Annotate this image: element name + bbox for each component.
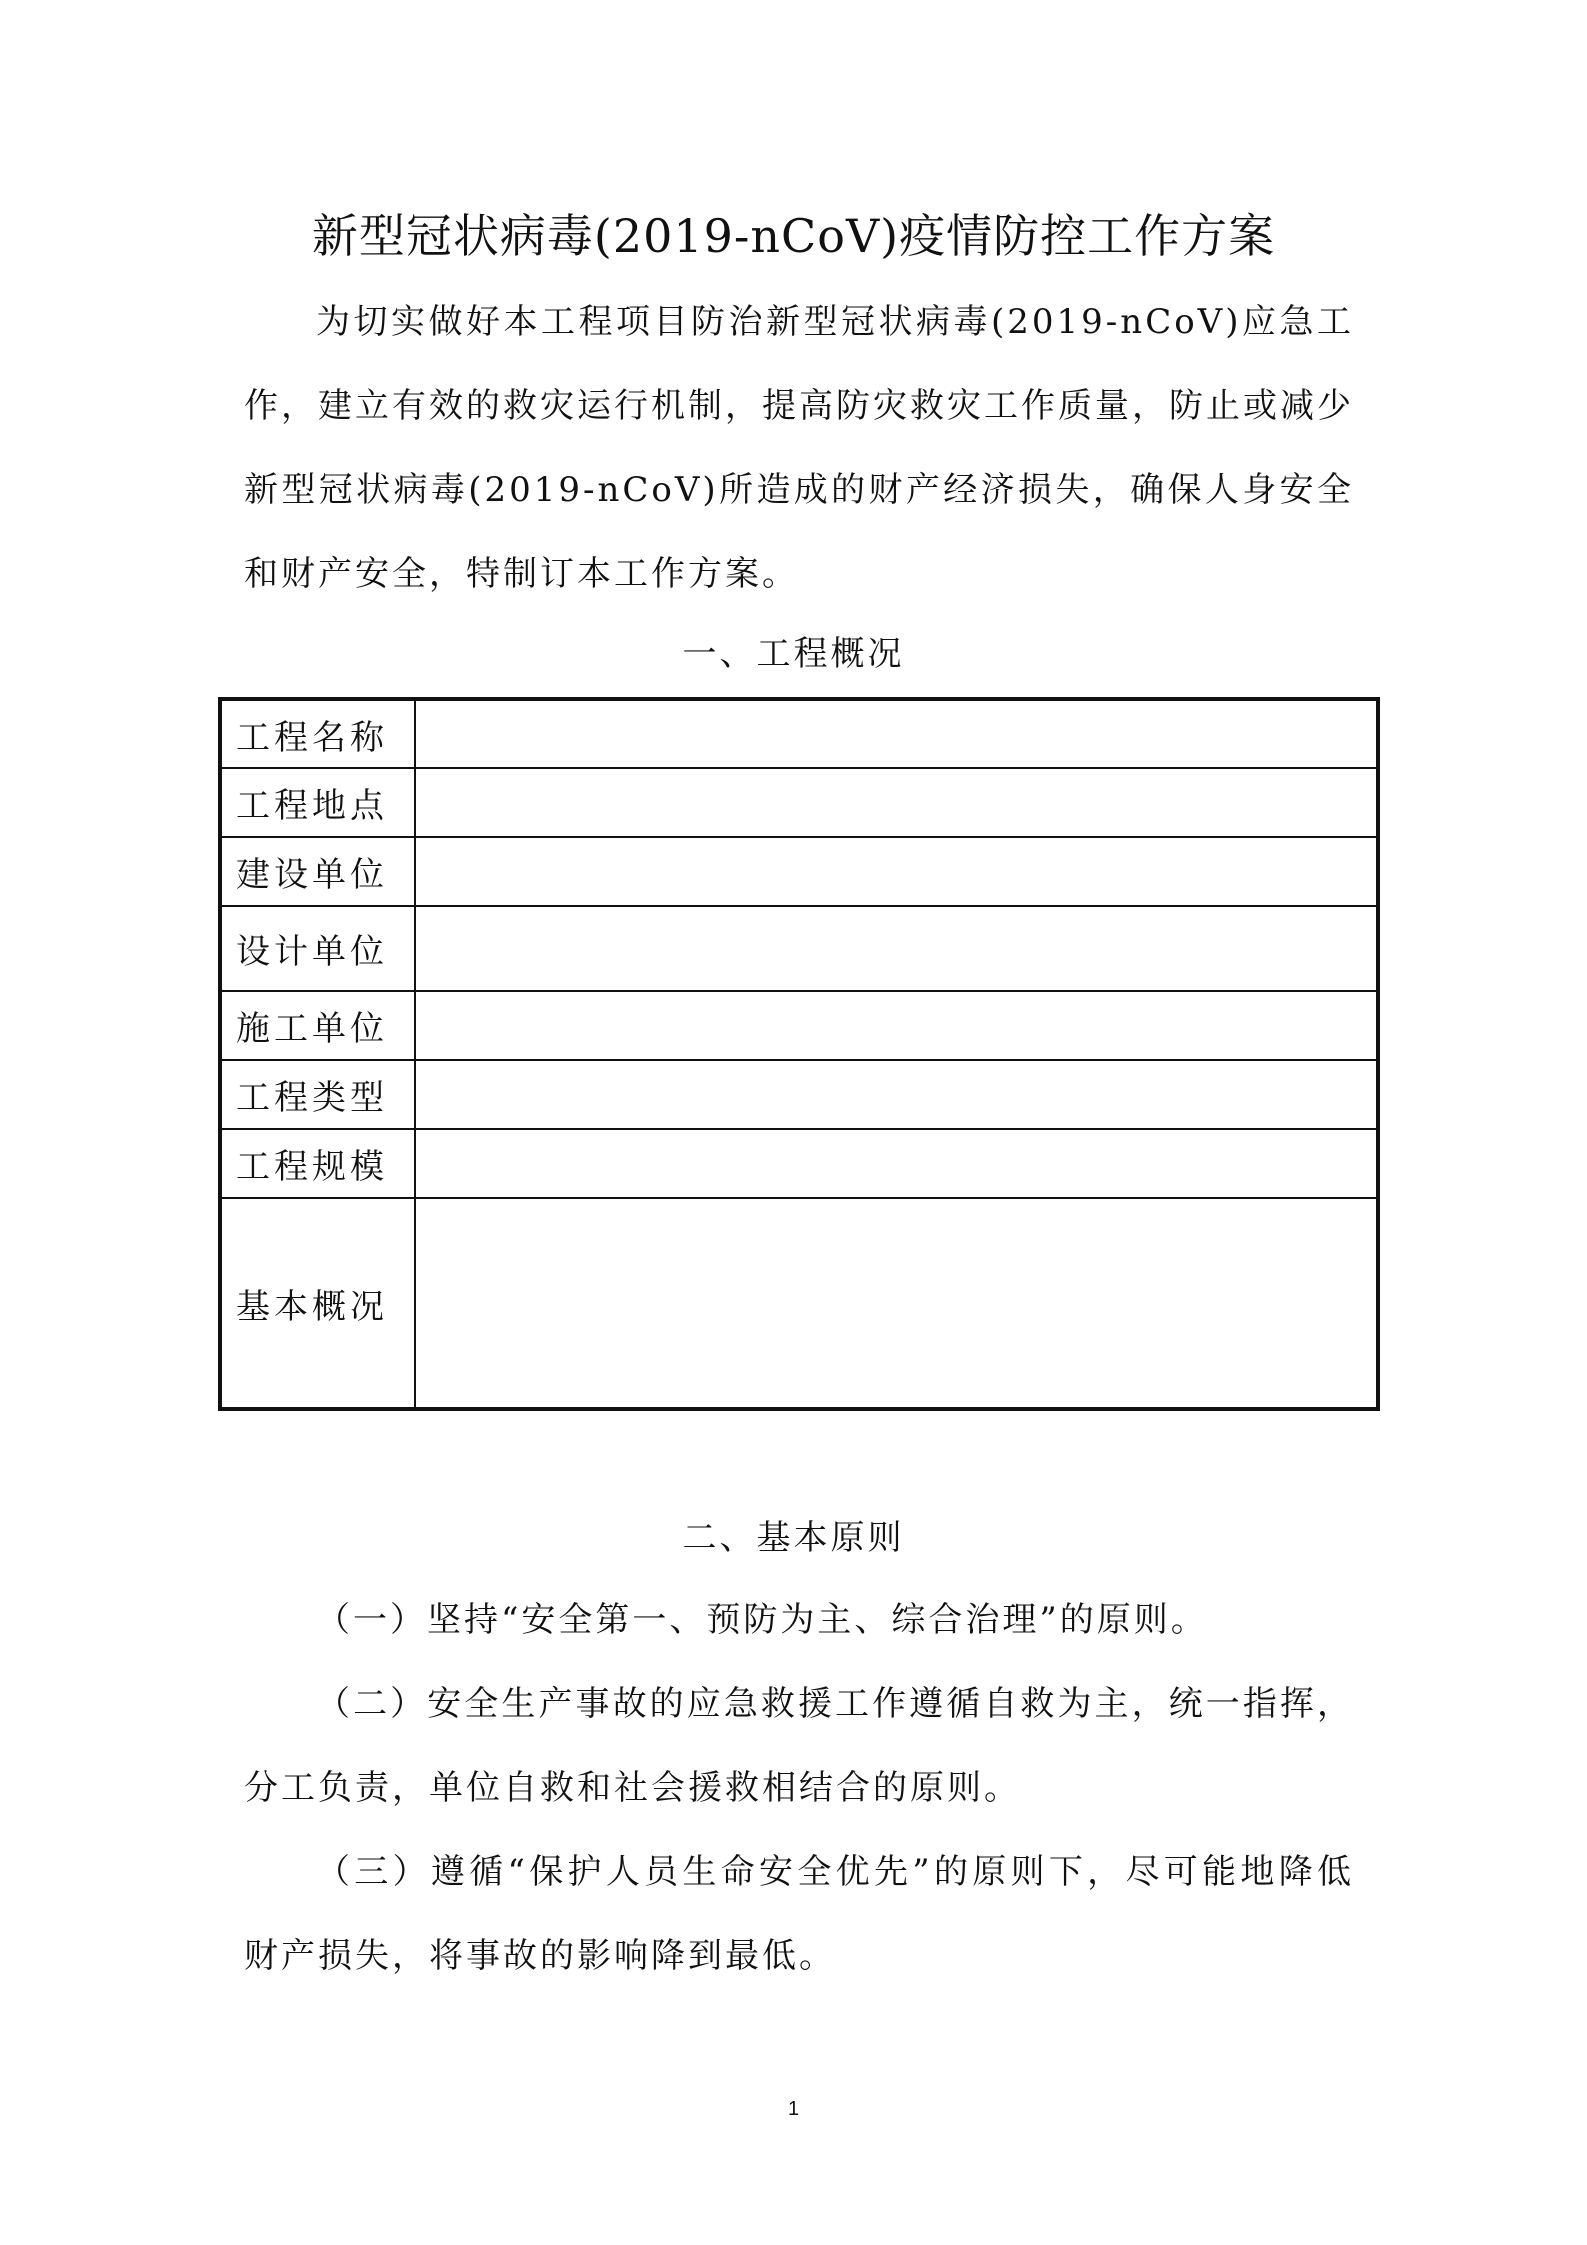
- row-value: [415, 991, 1378, 1060]
- table-row: [220, 699, 1378, 768]
- row-label: 工程类型: [220, 1060, 415, 1129]
- section-heading-project-overview: 一、工程概况: [682, 634, 905, 674]
- row-value: [415, 1129, 1378, 1198]
- table-row: [220, 1060, 1378, 1129]
- row-value: [415, 906, 1378, 991]
- page-number: 1: [787, 2098, 800, 2120]
- table-row: [220, 837, 1378, 906]
- principle-item: （三）遵循“保护人员生命安全优先”的原则下，尽可能地降低财产损失，将事故的影响降到最低。: [244, 1852, 1354, 1976]
- row-label: 建设单位: [220, 837, 415, 906]
- table-row: [220, 768, 1378, 837]
- row-label: 设计单位: [220, 906, 415, 991]
- table-row: [220, 1129, 1378, 1198]
- row-value: [415, 768, 1378, 837]
- intro-paragraph: 为切实做好本工程项目防治新型冠状病毒(2019-nCoV)应急工作，建立有效的救灾运行机制，提高防灾救灾工作质量，防止或减少新型冠状病毒(2019-nCoV)所造成的财产经济损失，确保人身安全和财产安全，特制订本工作方案。: [244, 302, 1354, 594]
- table-row: [220, 1198, 1378, 1409]
- principles-list: [244, 1578, 1354, 1998]
- section-heading-basic-principles: 二、基本原则: [682, 1518, 905, 1558]
- row-label: 工程地点: [220, 768, 415, 837]
- project-info-table: [218, 697, 1380, 1411]
- document-title: 新型冠状病毒(2019-nCoV)疫情防控工作方案: [311, 209, 1276, 263]
- row-label: 工程名称: [220, 699, 415, 768]
- row-label: 工程规模: [220, 1129, 415, 1198]
- row-value: [415, 1198, 1378, 1409]
- principle-item: （二）安全生产事故的应急救援工作遵循自救为主，统一指挥，分工负责，单位自救和社会援救相结合的原则。: [244, 1684, 1354, 1808]
- row-label: 基本概况: [220, 1198, 415, 1409]
- table-row: [220, 991, 1378, 1060]
- principle-item: （一）坚持“安全第一、预防为主、综合治理”的原则。: [316, 1600, 1208, 1640]
- row-label: 施工单位: [220, 991, 415, 1060]
- row-value: [415, 837, 1378, 906]
- row-value: [415, 699, 1378, 768]
- table-row: [220, 906, 1378, 991]
- row-value: [415, 1060, 1378, 1129]
